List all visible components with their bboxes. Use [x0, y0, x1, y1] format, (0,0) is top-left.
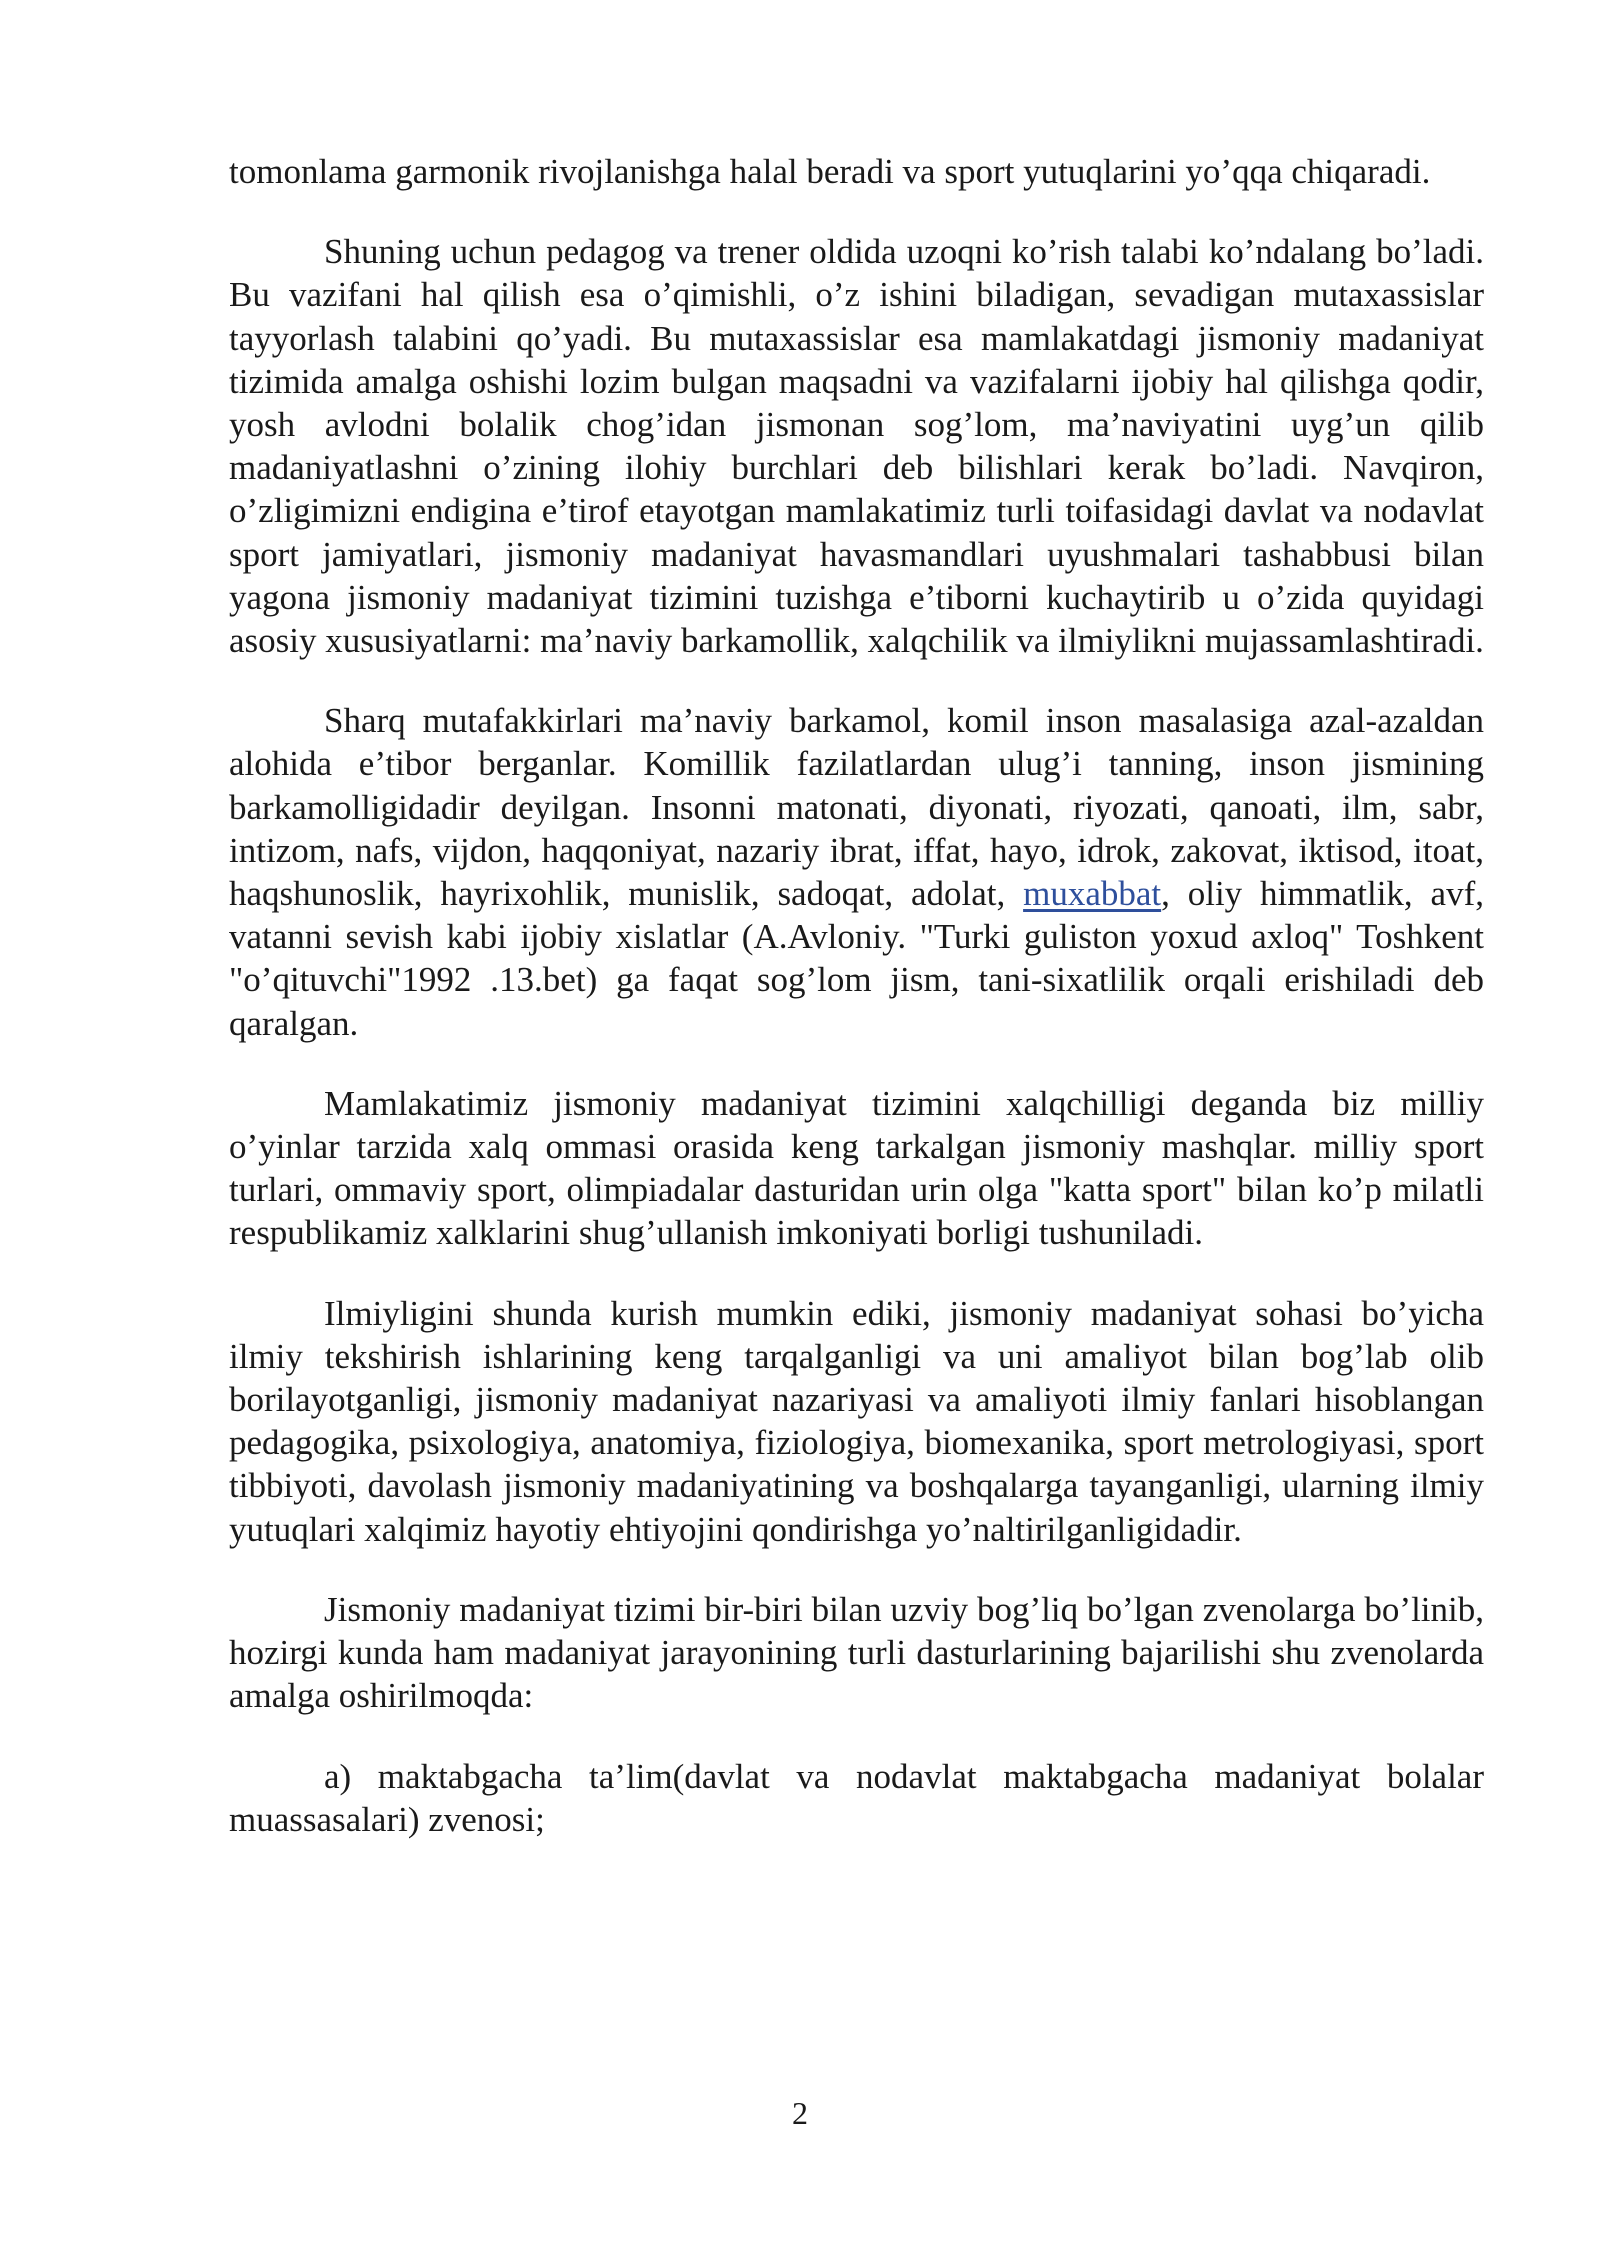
list-item-a-preschool: a) maktabgacha ta’lim(davlat va nodavlat maktabgacha madaniyat bolalar muassasalari) zvenosi;	[229, 1756, 1484, 1839]
paragraph-specialists: Shuning uchun pedagog va trener oldida uzoqni ko’rish talabi ko’ndalang bo’ladi. Bu vazifani hal qilish esa o’qimishli, o’z ishini biladigan, sevadigan mutaxassislar tayyorlash talabini qo’yadi. Bu mutaxassislar esa mamlakatdagi jismoniy madaniyat tizimida amalga oshishi lozim bulgan maqsadni va vazifalarni ijobiy hal qilishga qodir, yosh avlodni bolalik chog’idan jismonan sog’lom, ma’naviyatini uyg’un qilib madaniyatlashni o’zining ilohiy burchlari deb bilishlari kerak bo’ladi. Navqiron, o’zligimizni endigina e’tirof etayotgan mamlakatimiz turli toifasidagi davlat va nodavlat sport jamiyatlari, jismoniy madaniyat havasmandlari uyushmalari tashabbusi bilan yagona jismoniy madaniyat tizimini tuzishga e’tiborni kuchaytirib u o’zida quyidagi asosiy xususiyatlarni: ma’naviy barkamollik, xalqchilik va ilmiylikni mujassamlashtiradi.	[229, 232, 1484, 661]
paragraph-continuation: tomonlama garmonik rivojlanishga halal beradi va sport yutuqlarini yo’qqa chiqaradi.	[229, 152, 1431, 191]
paragraph-eastern-thinkers	[229, 699, 1484, 1045]
paragraph-eastern-thinkers-text-after: , oliy himmatlik, avf, vatanni sevish kabi ijobiy xislatlar (A.Avloniy. "Turki guliston yoxud axloq" Toshkent "o’qituvchi"1992 .13.bet) ga faqat sog’lom jism, tani-sixatlilik orqali erishiladi deb qaralgan.	[229, 874, 1484, 1043]
page-number: 2	[792, 2095, 808, 2131]
paragraph-eastern-thinkers-text-before: Sharq mutafakkirlari ma’naviy barkamol, komil inson masalasiga azal-azaldan alohida e’tibor berganlar. Komillik fazilatlardan ulug’i tanning, inson jismining barkamolligidadir deyilgan. Insonni matonati, diyonati, riyozati, qanoati, ilm, sabr, intizom, nafs, vijdon, haqqoniyat, nazariy ibrat, iffat, hayo, idrok, zakovat, iktisod, itoat, haqshunoslik, hayrixohlik, munislik, sadoqat, adolat,	[229, 701, 1484, 914]
paragraph-system-links: Jismoniy madaniyat tizimi bir-biri bilan uzviy bog’liq bo’lgan zvenolarga bo’linib, hozirgi kunda ham madaniyat jarayonining turli dasturlarining bajarilishi shu zvenolarda amalga oshirilmoqda:	[229, 1589, 1484, 1716]
paragraph-folk-character: Mamlakatimiz jismoniy madaniyat tizimini xalqchilligi deganda biz milliy o’yinlar tarzida xalq ommasi orasida keng tarkalgan jismoniy mashqlar. milliy sport turlari, ommaviy sport, olimpiadalar dasturidan urin olga "katta sport" bilan ko’p milatli respublikamiz xalklarini shug’ullanish imkoniyati borligi tushuniladi.	[229, 1083, 1484, 1253]
document-body	[229, 150, 1484, 1878]
paragraph-scientific-character: Ilmiyligini shunda kurish mumkin ediki, jismoniy madaniyat sohasi bo’yicha ilmiy tekshirish ishlarining keng tarqalganligi va uni amaliyot bilan bog’lab olib borilayotganligi, jismoniy madaniyat nazariyasi va amaliyoti ilmiy fanlari hisoblangan pedagogika, psixologiya, anatomiya, fiziologiya, biomexanika, sport metrologiyasi, sport tibbiyoti, davolash jismoniy madaniyatining va boshqalarga tayanganligi, ularning ilmiy yutuqlari xalqimiz hayotiy ehtiyojini qondirishga yo’naltirilganligidadir.	[229, 1293, 1484, 1549]
muxabbat-link[interactable]: muxabbat	[1023, 874, 1162, 914]
